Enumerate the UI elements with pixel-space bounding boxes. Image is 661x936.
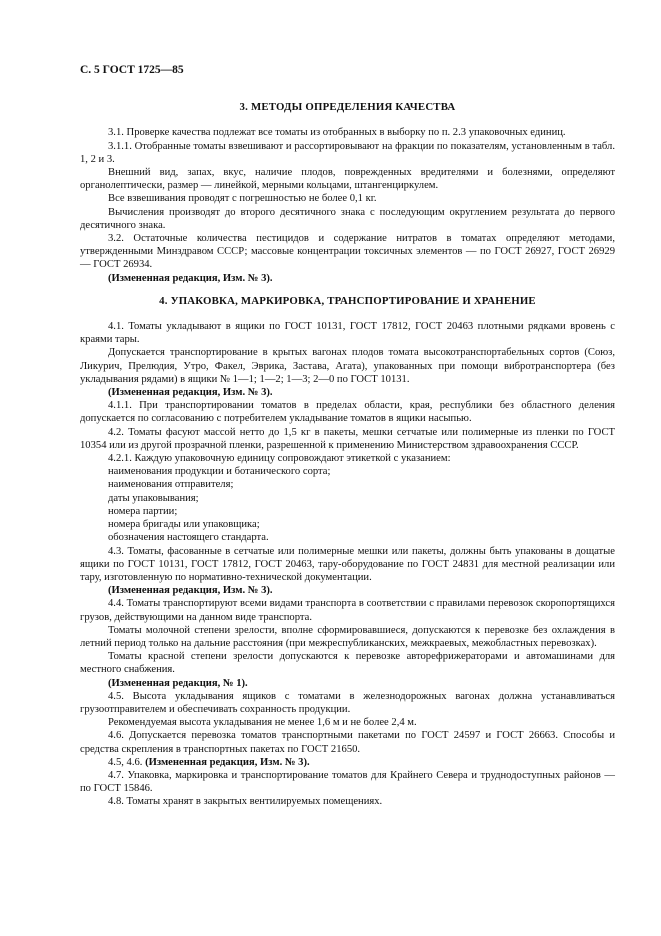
amendment-note: (Измененная редакция, № 1). [108, 677, 248, 689]
paragraph-calculations: Вычисления производят до второго десятичного знака с последующим округлением результата до первого десятичного знака. [80, 206, 615, 231]
paragraph-appearance: Внешний вид, запах, вкус, наличие плодов, поврежденных вредителями и болезнями, определяют органолептически, размер — линейкой, мерными кольцами, штангенциркулем. [80, 167, 615, 192]
amendment-note: (Измененная редакция, Изм. № 3). [108, 272, 273, 284]
paragraph-transport-allowed: Допускается транспортирование в крытых вагонах плодов томата высокотранспортабельных сортов (Союз, Ликурич, Прелюдия, Утро, Факел, Эврика, Застава, Агата), упакованных при помощи вибротранспортера (без укладывания рядами) в ящики № 1—1; 1—2; 1—3; 2—0 по ГОСТ 10131. [80, 347, 615, 385]
paragraph-4-7: 4.7. Упаковка, маркировка и транспортирование томатов для Крайнего Севера и труднодоступных районов — по ГОСТ 15846. [80, 769, 615, 795]
label-item-team: номера бригады или упаковщика; [108, 519, 260, 531]
page-header: С. 5 ГОСТ 1725—85 [80, 64, 184, 76]
amendment-note: (Измененная редакция, Изм. № 3). [108, 585, 273, 597]
paragraph-4-2: 4.2. Томаты фасуют массой нетто до 1,5 кг в пакеты, мешки сетчатые или полимерные из пленки по ГОСТ 10354 или из другой прозрачной пленки, разрешенной к применению Министерством здравоохранения СССР. [80, 426, 615, 451]
section-title-4: 4. УПАКОВКА, МАРКИРОВКА, ТРАНСПОРТИРОВАНИЕ И ХРАНЕНИЕ [159, 294, 536, 307]
paragraph-4-8: 4.8. Томаты хранят в закрытых вентилируемых помещениях. [108, 796, 383, 808]
paragraph-4-2-1: 4.2.1. Каждую упаковочную единицу сопровождают этикеткой с указанием: [108, 453, 451, 465]
label-item-sender: наименования отправителя; [108, 479, 234, 491]
label-item-product: наименования продукции и ботанического сорта; [108, 466, 331, 478]
document-page [80, 64, 615, 809]
paragraph-3-2: 3.2. Остаточные количества пестицидов и содержание нитратов в томатах определяют методами, утвержденными Минздравом СССР; массовые концентрации токсичных элементов — по ГОСТ 26927, ГОСТ 26929 — ГОСТ 26934. [80, 233, 615, 271]
amendment-note-4-5-4-6 [80, 756, 615, 769]
paragraph-red-ripeness: Томаты красной степени зрелости допускаются к перевозке авторефрижераторами и автомашинами для местного снабжения. [80, 651, 615, 676]
paragraph-3-1: 3.1. Проверке качества подлежат все томаты из отобранных в выборку по п. 2.3 упаковочных единиц. [108, 127, 566, 139]
label-item-standard: обозначения настоящего стандарта. [108, 532, 269, 544]
paragraph-milk-ripeness: Томаты молочной степени зрелости, вполне сформировавшиеся, допускаются к перевозке без охлаждения в летний период только на дальние расстояния (при межреспубликанских, межкраевых, межобластных перевозках). [80, 624, 615, 649]
paragraph-4-1-1: 4.1.1. При транспортировании томатов в пределах области, края, республики без областного деления допускается по согласованию с потребителем укладывание томатов в ящики насыпью. [80, 400, 615, 425]
paragraph-3-1-1: 3.1.1. Отобранные томаты взвешивают и рассортировывают на фракции по показателям, установленным в табл. 1, 2 и 3. [80, 140, 615, 165]
amendment-note: (Измененная редакция, Изм. № 3). [108, 387, 273, 399]
paragraph-4-4: 4.4. Томаты транспортируют всеми видами транспорта в соответствии с правилами перевозок скоропортящихся грузов, действующими на данном виде транспорта. [80, 598, 615, 623]
section-title-3: 3. МЕТОДЫ ОПРЕДЕЛЕНИЯ КАЧЕСТВА [239, 101, 456, 114]
amendment-ref: 4.5, 4.6. [108, 756, 143, 768]
paragraph-recommended-height: Рекомендуемая высота укладывания не менее 1,6 м и не более 2,4 м. [108, 717, 417, 729]
amendment-note: (Измененная редакция, Изм. № 3). [145, 756, 310, 768]
paragraph-4-1: 4.1. Томаты укладывают в ящики по ГОСТ 10131, ГОСТ 17812, ГОСТ 20463 плотными рядками вровень с краями тары. [80, 321, 615, 346]
paragraph-weighing: Все взвешивания проводят с погрешностью не более 0,1 кг. [108, 193, 377, 205]
paragraph-4-5: 4.5. Высота укладывания ящиков с томатами в железнодорожных вагонах должна устанавливаться грузоотправителем и обеспечивать сохранность продукции. [80, 690, 615, 715]
label-item-date: даты упаковывания; [108, 492, 199, 504]
paragraph-4-6: 4.6. Допускается перевозка томатов транспортными пакетами по ГОСТ 24597 и ГОСТ 26663. Способы и средства скрепления в транспортных пакетах по ГОСТ 21650. [80, 730, 615, 755]
paragraph-4-3: 4.3. Томаты, фасованные в сетчатые или полимерные мешки или пакеты, должны быть упакованы в дощатые ящики по ГОСТ 10131, ГОСТ 17812, ГОСТ 20463, тару-оборудование по ГОСТ 24831 для местной реализации или тару, изготовленную по нормативно-технической документации. [80, 545, 615, 583]
label-item-batch: номера партии; [108, 505, 178, 517]
